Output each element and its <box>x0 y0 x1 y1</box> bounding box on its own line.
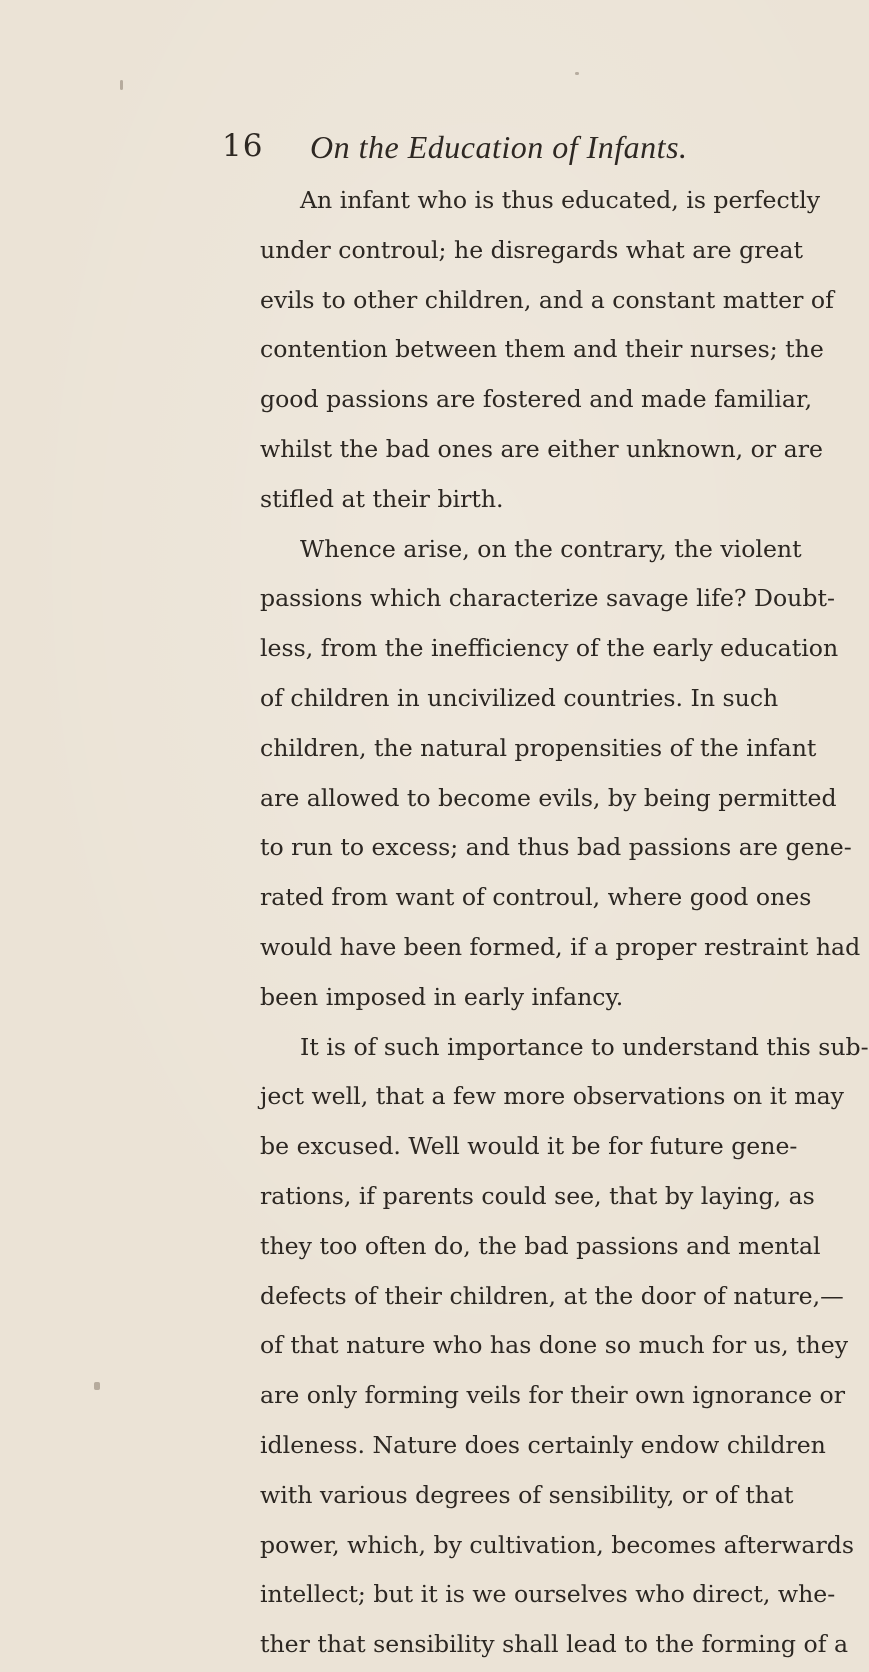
text-line: to run to excess; and thus bad passions are gene- <box>260 833 852 862</box>
text-line: Whence arise, on the contrary, the violent <box>300 534 802 563</box>
text-line: good passions are fostered and made familiar, <box>260 385 813 414</box>
body-text <box>260 178 869 1672</box>
text-line: idleness. Nature does certainly endow children <box>260 1430 826 1459</box>
text-line: rations, if parents could see, that by laying, as <box>260 1181 815 1210</box>
text-line: defects of their children, at the door of nature,— <box>260 1281 844 1310</box>
text-line: they too often do, the bad passions and mental <box>260 1231 821 1260</box>
paper-speck <box>94 1382 100 1390</box>
text-line: less, from the inefficiency of the early education <box>260 634 839 663</box>
text-line: power, which, by cultivation, becomes afterwards <box>260 1530 854 1559</box>
text-line: It is of such importance to understand this sub- <box>300 1032 869 1061</box>
page-number: 16 <box>222 128 264 164</box>
text-line: are allowed to become evils, by being permitted <box>260 783 837 812</box>
text-line: children, the natural propensities of the infant <box>260 733 817 762</box>
text-line: been imposed in early infancy. <box>260 982 624 1011</box>
paper-speck <box>120 80 123 90</box>
text-line: with various degrees of sensibility, or of that <box>260 1480 794 1509</box>
text-line: be excused. Well would it be for future gene- <box>260 1132 798 1161</box>
text-line: ject well, that a few more observations on it may <box>260 1082 845 1111</box>
text-line: would have been formed, if a proper restraint had <box>260 932 861 961</box>
text-line: contention between them and their nurses; the <box>260 335 824 364</box>
text-line: of children in uncivilized countries. In such <box>260 683 779 712</box>
text-line: under controul; he disregards what are great <box>260 235 803 264</box>
text-line: of that nature who has done so much for us, they <box>260 1331 849 1360</box>
text-line: whilst the bad ones are either unknown, or are <box>260 434 823 463</box>
text-line: intellect; but it is we ourselves who direct, whe- <box>260 1580 836 1609</box>
text-line: evils to other children, and a constant matter of <box>260 285 834 314</box>
paper-speck <box>575 72 579 75</box>
running-title: On the Education of Infants. <box>310 129 688 165</box>
text-line: passions which characterize savage life? Doubt- <box>260 584 835 613</box>
text-line: stifled at their birth. <box>260 484 504 513</box>
text-line: An infant who is thus educated, is perfectly <box>300 186 821 214</box>
running-head <box>222 128 782 168</box>
text-line: are only forming veils for their own ignorance or <box>260 1381 846 1410</box>
text-line: ther that sensibility shall lead to the forming of a <box>260 1630 849 1659</box>
text-line: rated from want of controul, where good ones <box>260 883 812 912</box>
